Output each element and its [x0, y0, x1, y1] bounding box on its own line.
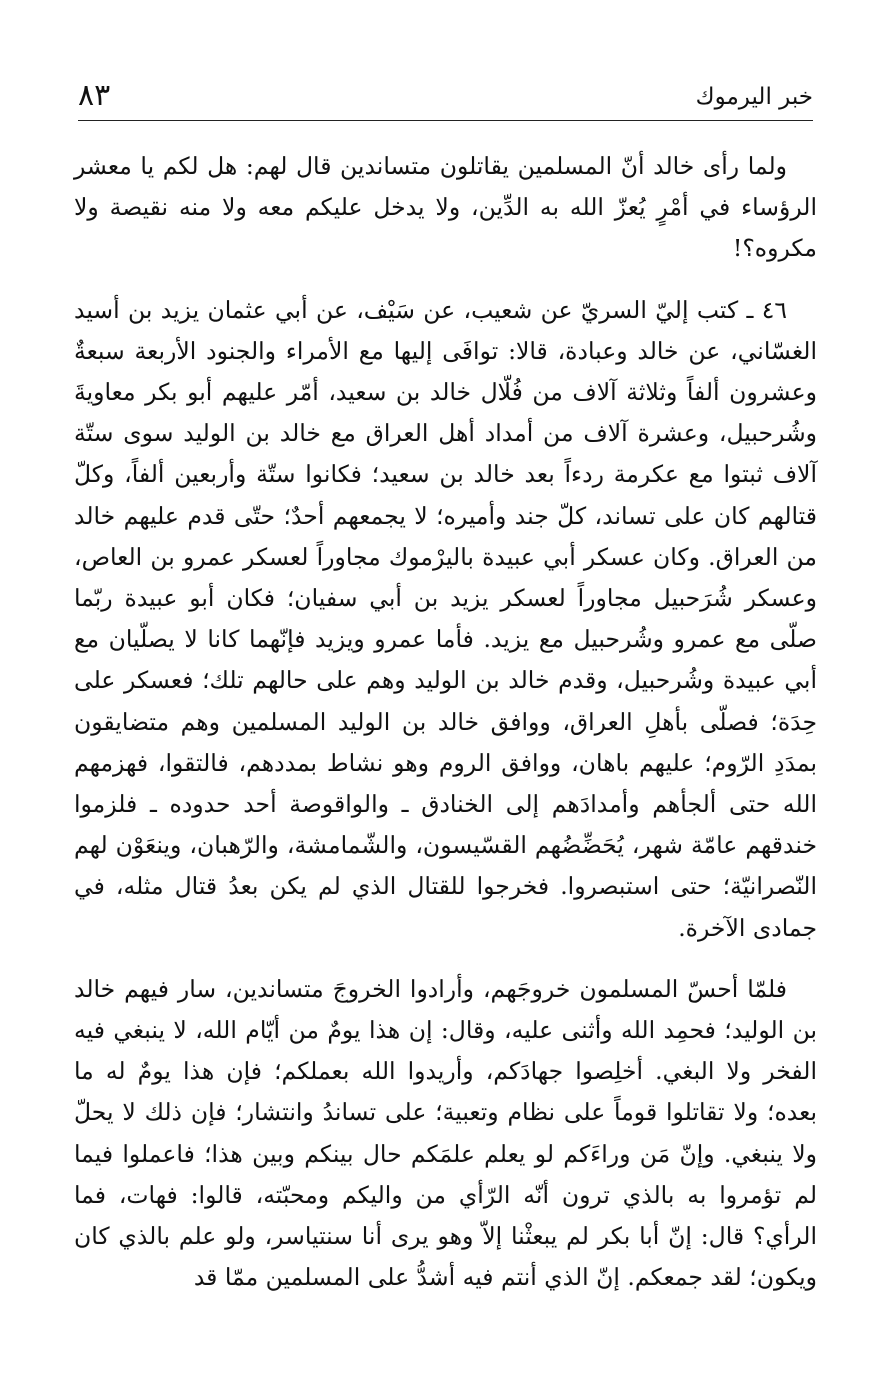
running-title: خبر اليرموك — [695, 84, 813, 110]
paragraph-narration-46: ٤٦ ـ كتب إليّ السريّ عن شعيب، عن سَيْف، عن أبي عثمان يزيد بن أسيد الغسّاني، عن خالد وعبادة، قالا: توافَى إليها مع الأمراء والجنود الأربعة سبعةٌ وعشرون ألفاً وثلاثة آلاف من فُلّال خالد بن سعيد، أمّر عليهم أبو بكر معاويةَ وشُرحبيل، وعشرة آلاف من أمداد أهل العراق مع خالد بن الوليد سوى ستّة آلاف ثبتوا مع عكرمة ردءاً بعد خالد بن سعيد؛ فكانوا ستّة وأربعين ألفاً، وكلّ قتالهم كان على تساند، كلّ جند وأميره؛ لا يجمعهم أحدٌ؛ حتّى قدم عليهم خالد من العراق. وكان عسكر أبي عبيدة باليرْموك مجاوراً لعسكر عمرو بن العاص، وعسكر شُرَحبيل مجاوراً لعسكر يزيد بن أبي سفيان؛ فكان أبو عبيدة ربّما صلّى مع عمرو وشُرحبيل مع يزيد. فأما عمرو ويزيد فإنّهما كانا لا يصلّيان مع أبي عبيدة وشُرحبيل، وقدم خالد بن الوليد وهم على حالهم تلك؛ فعسكر على حِدَة؛ فصلّى بأهلِ العراق، ووافق خالد بن الوليد المسلمين وهم متضايقون بمدَدِ الرّوم؛ عليهم باهان، ووافق الروم وهو نشاط بمددهم، فالتقوا، فهزمهم الله حتى ألجأهم وأمدادَهم إلى الخنادق ـ والواقوصة أحد حدوده ـ فلزموا خندقهم عامّة شهر، يُحَضِّضُهم القسّيسون، والشّمامشة، والرّهبان، وينعَوْن لهم النّصرانيّة؛ حتى استبصروا. فخرجوا للقتال الذي لم يكن بعدُ قتال مثله، في جمادى الآخرة. — [74, 295, 817, 942]
paragraph-khalid-question: ولما رأى خالد أنّ المسلمين يقاتلون متساندين قال لهم: هل لكم يا معشر الرؤساء في أمْرٍ يُعزّ الله به الدِّين، ولا يدخل عليكم معه ولا منه نقيصة ولا مكروه؟! — [74, 152, 817, 263]
page-header — [78, 76, 813, 121]
page-number: ٨٣ — [78, 78, 111, 113]
paragraph-khalid-speech: فلمّا أحسّ المسلمون خروجَهم، وأرادوا الخروجَ متساندين، سار فيهم خالد بن الوليد؛ فحمِد الله وأثنى عليه، وقال: إن هذا يومٌ من أيّام الله، لا ينبغي فيه الفخر ولا البغي. أخلِصوا جهادَكم، وأريدوا الله بعملكم؛ فإن هذا يومٌ له ما بعده؛ ولا تقاتلوا قوماً على نظام وتعبية؛ على تساندُ وانتشار؛ فإن ذلك لا يحلّ ولا ينبغي. وإنّ مَن وراءَكم لو يعلم علمَكم حال بينكم وبين هذا؛ فاعملوا فيما لم تؤمروا به بالذي ترون أنّه الرّأي من واليكم ومحبّته، قالوا: فهات، فما الرأي؟ قال: إنّ أبا بكر لم يبعثْنا إلاّ وهو يرى أنا سنتياسر، ولو علم بالذي كان ويكون؛ لقد جمعكم. إنّ الذي أنتم فيه أشدُّ على المسلمين ممّا قد — [74, 974, 817, 1292]
page-body — [74, 146, 817, 1298]
